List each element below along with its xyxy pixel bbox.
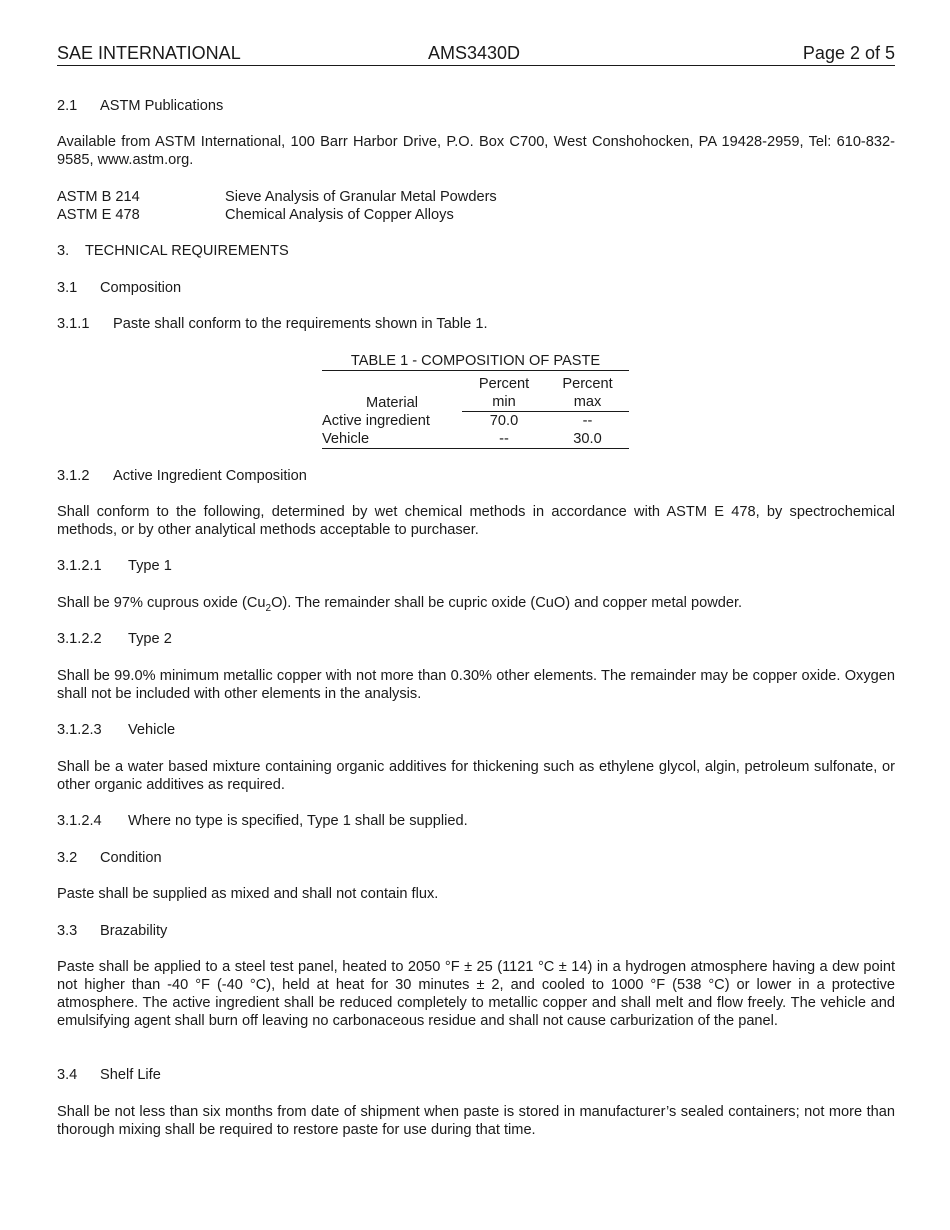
cell-material: Active ingredient	[322, 412, 430, 429]
section-3-1-2-2-heading: 3.1.2.2 Type 2	[57, 631, 172, 647]
header-doc-number: AMS3430D	[428, 43, 521, 63]
table-row	[322, 412, 629, 431]
page-header	[57, 44, 895, 66]
column-header-material: Material	[366, 394, 418, 411]
table-title: TABLE 1 - COMPOSITION OF PASTE	[350, 353, 601, 369]
cell-max: 30.0	[546, 430, 629, 449]
section-3-1-2-3-heading: 3.1.2.3 Vehicle	[57, 722, 176, 738]
column-header-max: max	[546, 393, 629, 412]
section-3-1-2-3-paragraph: Shall be a water based mixture containing organic additives for thickening such as ethylene glycol, algin, petroleum sulfonate, or other organic additives as required.	[57, 759, 895, 793]
header-org: SAE INTERNATIONAL	[57, 43, 241, 63]
section-3-1-2-2-paragraph: Shall be 99.0% minimum metallic copper with not more than 0.30% other elements. The remainder may be copper oxide. Oxygen shall not be included with other elements in the analysis.	[57, 668, 895, 702]
section-2-1-paragraph: Available from ASTM International, 100 Barr Harbor Drive, P.O. Box C700, West Conshohocken, PA 19428-2959, Tel: 610-832-9585, www.astm.org.	[57, 134, 895, 168]
section-3-3-paragraph: Paste shall be applied to a steel test panel, heated to 2050 °F ± 25 (1121 °C ± 14) in a hydrogen atmosphere having a dew point not higher than -40 °F (-40 °C), held at heat for 30 minutes ± 2, and cooled to 1000 °F (538 °C) or lower in a protective atmosphere. The active ingredient shall be reduced completely to metallic copper and shall melt and flow freely. The vehicle and emulsifying agent shall burn off leaving no carbonaceous residue and shall not cause carburization of the panel.	[57, 959, 895, 1029]
cell-min: 70.0	[489, 413, 519, 429]
column-header-max-top: Percent	[562, 376, 613, 392]
section-3-3-heading: 3.3 Brazability	[57, 923, 168, 939]
cell-max: --	[582, 413, 593, 429]
section-3-1-2-1-paragraph: Shall be 97% cuprous oxide $(Cu_2O)$. The remainder shall be cupric oxide (CuO) and copper metal powder.	[57, 595, 743, 614]
section-3-1-1-paragraph: 3.1.1 Paste shall conform to the requirements shown in Table 1.	[57, 316, 488, 332]
section-3-1-2-heading: 3.1.2 Active Ingredient Composition	[57, 468, 307, 484]
column-header-min: min	[462, 393, 546, 412]
section-3-1-2-paragraph: Shall conform to the following, determined by wet chemical methods in accordance with ASTM E 478, by spectrochemical methods, or by other analytical methods acceptable to purchaser.	[57, 504, 895, 538]
section-3-2-paragraph: Paste shall be supplied as mixed and shall not contain flux.	[57, 886, 439, 902]
cell-min: --	[462, 430, 546, 449]
header-page-number: Page 2 of 5	[802, 43, 895, 63]
section-3-1-2-4-paragraph: 3.1.2.4 Where no type is specified, Type 1 shall be supplied.	[57, 813, 468, 829]
section-3-1-2-1-heading: 3.1.2.1 Type 1	[57, 558, 172, 574]
column-header-min-top: Percent	[478, 376, 530, 392]
section-2-1-heading: 2.1 ASTM Publications	[57, 98, 224, 114]
section-3-heading: 3. TECHNICAL REQUIREMENTS	[57, 243, 289, 259]
table-row	[322, 430, 629, 449]
composition-table-grid	[322, 370, 629, 449]
composition-table	[322, 352, 629, 449]
section-3-4-paragraph: Shall be not less than six months from date of shipment when paste is stored in manufacturer’s sealed containers; not more than thorough mixing shall be required to restore paste for use during that time.	[57, 1104, 895, 1138]
section-3-1-heading: 3.1 Composition	[57, 280, 182, 296]
section-3-2-heading: 3.2 Condition	[57, 850, 162, 866]
section-3-4-heading: 3.4 Shelf Life	[57, 1067, 161, 1083]
cell-material: Vehicle	[322, 430, 462, 449]
